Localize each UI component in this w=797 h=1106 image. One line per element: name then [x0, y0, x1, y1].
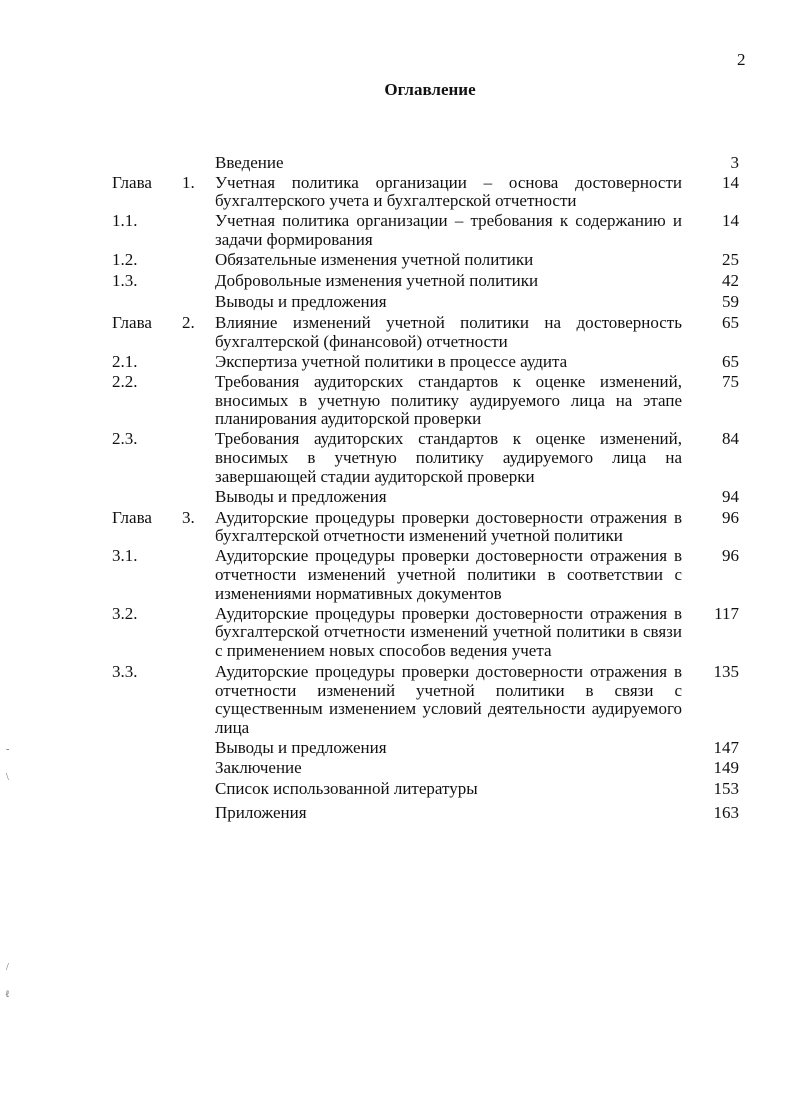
toc-section-number: 2.1. — [112, 351, 138, 371]
toc-section-number: 3.3. — [112, 661, 138, 681]
toc-entry-title: Аудиторские процедуры проверки достоверности отражения в отчетности изменений учетной политики в соответствии с изменениями нормативных документов — [215, 546, 682, 603]
toc-entry-title: Аудиторские процедуры проверки достоверности отражения в бухгалтерской отчетности изменений учетной политики — [215, 507, 682, 546]
toc-entry-title: Заключение — [215, 757, 302, 777]
toc-section-entry — [0, 547, 797, 603]
toc-page-number: 59 — [722, 292, 739, 312]
toc-page-number: 135 — [713, 661, 739, 681]
toc-chapter-number: 1. — [182, 172, 195, 192]
toc-page-number: 42 — [722, 271, 739, 291]
toc-entry-title: Экспертиза учетной политики в процессе аудита — [215, 351, 568, 371]
toc-section-number: 1.3. — [112, 271, 138, 291]
toc-entry-title: Требования аудиторских стандартов к оценке изменений, вносимых в учетную политику аудируемого лица на этапе планирования аудиторской проверки — [215, 372, 682, 429]
toc-entry-title: Выводы и предложения — [215, 737, 387, 757]
toc-entry-title: Список использованной литературы — [215, 779, 478, 798]
toc-section-entry — [0, 272, 797, 291]
toc-page-number: 94 — [722, 486, 739, 506]
toc-section-entry — [0, 663, 797, 737]
toc-section-entry — [0, 251, 797, 270]
toc-section-number: 2.2. — [112, 372, 138, 392]
toc-chapter-number: 2. — [182, 313, 195, 333]
toc-page-number: 147 — [713, 737, 739, 757]
toc-page-number: 25 — [722, 249, 739, 269]
toc-page-number: 84 — [722, 429, 739, 449]
toc-section-number: 2.3. — [112, 429, 138, 449]
toc-entry — [0, 780, 797, 799]
toc-page-number: 96 — [722, 546, 739, 566]
toc-page-number: 3 — [730, 152, 739, 172]
toc-section-entry — [0, 373, 797, 429]
toc-entry-title: Введение — [215, 152, 284, 172]
toc-entry — [0, 293, 797, 312]
toc-entry-title: Требования аудиторских стандартов к оценке изменений, вносимых в учетную политику аудируемого лица на завершающей стадии аудиторской проверки — [215, 429, 682, 486]
toc-section-number: 1.1. — [112, 211, 138, 231]
toc-entry-title: Добровольные изменения учетной политики — [215, 271, 539, 291]
toc-section-number: 3.1. — [112, 546, 138, 566]
toc-chapter-entry — [0, 174, 797, 211]
toc-entry-title: Аудиторские процедуры проверки достоверности отражения в отчетности изменений учетной политики в связи с существенным изменением условий деятельности аудируемого лица — [215, 661, 682, 737]
toc-entry-title: Учетная политика организации – требования к содержанию и задачи формирования — [215, 211, 682, 249]
scan-artifact: ‑ — [6, 744, 10, 755]
toc-page-number: 14 — [722, 211, 739, 231]
toc-page-number: 153 — [713, 779, 739, 798]
toc-chapter-label: Глава — [112, 313, 152, 333]
toc-page-number: 163 — [713, 802, 739, 822]
toc-chapter-number: 3. — [182, 507, 195, 527]
toc-section-number: 1.2. — [112, 249, 138, 269]
toc-page-number: 149 — [713, 757, 739, 777]
toc-chapter-label: Глава — [112, 507, 152, 527]
toc-entry — [0, 154, 797, 173]
toc-chapter-label: Глава — [112, 172, 152, 192]
scan-artifact: ℓ — [5, 989, 10, 1000]
toc-entry-title: Влияние изменений учетной политики на достоверность бухгалтерской (финансовой) отчетности — [215, 313, 682, 351]
page-title: Оглавление — [384, 80, 476, 99]
toc-page-number: 117 — [714, 603, 739, 623]
toc-section-entry — [0, 605, 797, 661]
toc-section-entry — [0, 353, 797, 372]
toc-entry-title: Выводы и предложения — [215, 292, 387, 312]
toc-entry — [0, 488, 797, 507]
toc-page-number: 75 — [722, 372, 739, 392]
toc-section-number: 3.2. — [112, 603, 138, 623]
scan-artifact: \ — [6, 772, 9, 783]
toc-entry-title: Приложения — [215, 802, 307, 822]
scan-artifact: / — [6, 962, 9, 973]
toc-chapter-entry — [0, 314, 797, 351]
toc-entry-title: Аудиторские процедуры проверки достоверности отражения в бухгалтерской отчетности изменений учетной политики в связи с применением новых способов ведения учета — [215, 603, 682, 660]
toc-chapter-entry — [0, 509, 797, 546]
toc-entry — [0, 739, 797, 758]
toc-entry — [0, 804, 797, 823]
toc-entry-title: Выводы и предложения — [215, 486, 387, 506]
toc-page-number: 14 — [722, 172, 739, 192]
toc-page-number: 96 — [722, 507, 739, 527]
toc-entry-title: Учетная политика организации – основа достоверности бухгалтерского учета и бухгалтерской отчетности — [215, 172, 682, 211]
toc-page-number: 65 — [722, 351, 739, 371]
toc-page-number: 65 — [722, 313, 739, 333]
toc-entry-title: Обязательные изменения учетной политики — [215, 249, 534, 269]
table-of-contents — [0, 152, 797, 822]
toc-section-entry — [0, 212, 797, 249]
toc-section-entry — [0, 430, 797, 486]
toc-entry — [0, 759, 797, 778]
page-number: 2 — [737, 50, 746, 69]
